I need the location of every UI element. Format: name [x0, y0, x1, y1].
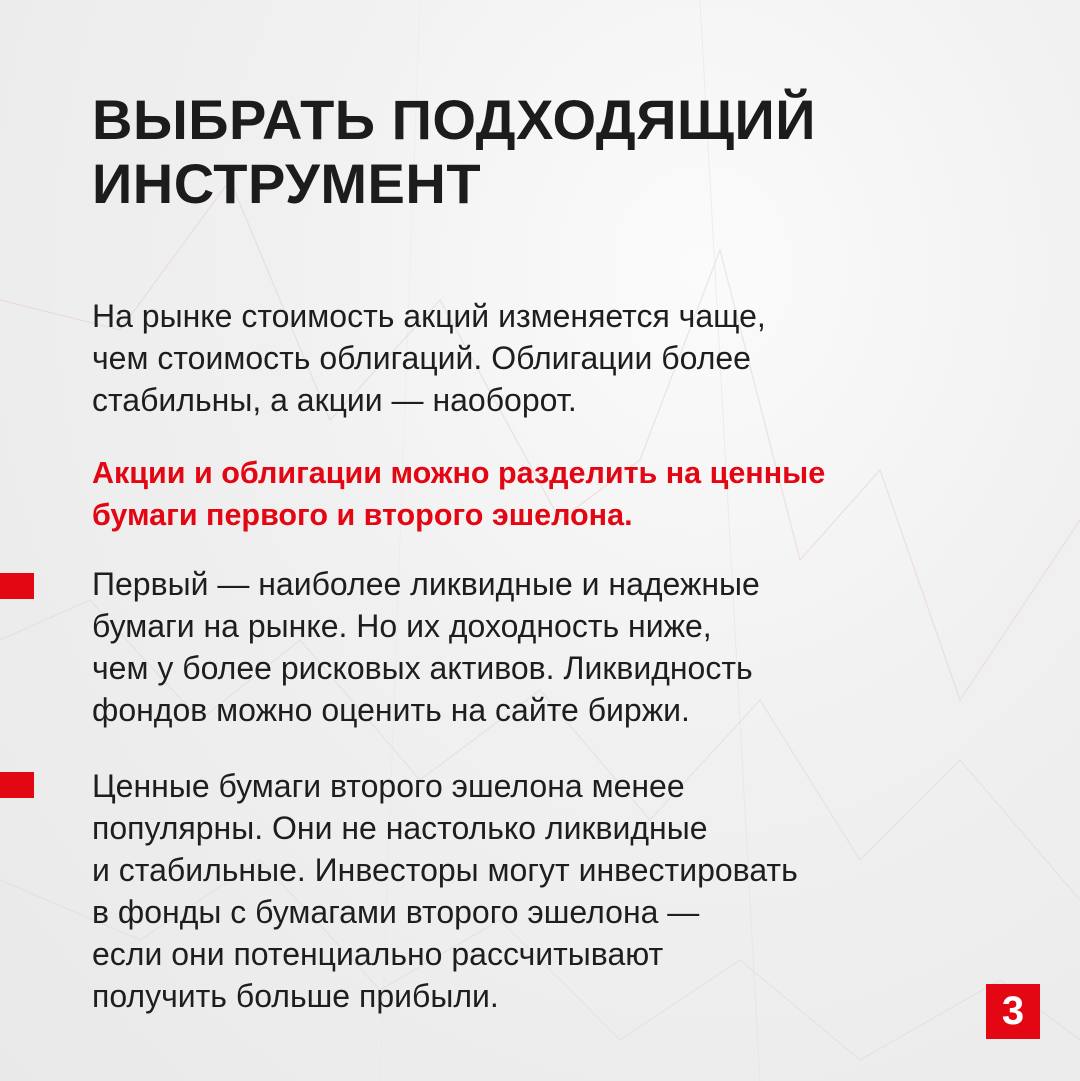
second-tier-bullet-marker — [0, 772, 34, 798]
intro-paragraph — [92, 295, 1032, 421]
title-line-1: ВЫБРАТЬ ПОДХОДЯЩИЙ — [92, 88, 817, 151]
second-tier-line: Ценные бумаги второго эшелона менее — [92, 768, 685, 804]
second-tier-line: в фонды с бумагами второго эшелона — — [92, 894, 700, 930]
first-tier-line: фондов можно оценить на сайте биржи. — [92, 692, 690, 728]
first-tier-line: Первый — наиболее ликвидные и надежные — [92, 566, 760, 602]
first-tier-line: чем у более рисковых активов. Ликвидность — [92, 650, 753, 686]
intro-line: чем стоимость облигаций. Облигации более — [92, 340, 751, 376]
second-tier-paragraph — [92, 765, 1032, 1017]
highlight-line: бумаги первого и второго эшелона. — [92, 498, 633, 532]
page-number-badge: 3 — [986, 984, 1040, 1039]
intro-line: На рынке стоимость акций изменяется чаще, — [92, 298, 766, 334]
page-title — [92, 88, 992, 216]
first-tier-line: бумаги на рынке. Но их доходность ниже, — [92, 608, 712, 644]
intro-line: стабильны, а акции — наоборот. — [92, 382, 577, 418]
title-line-2: ИНСТРУМЕНТ — [92, 152, 482, 215]
second-tier-line: получить больше прибыли. — [92, 978, 499, 1014]
first-tier-paragraph — [92, 563, 1032, 731]
highlight-line: Акции и облигации можно разделить на ценные — [92, 456, 826, 490]
highlight-paragraph — [92, 452, 1032, 536]
second-tier-line: популярны. Они не настолько ликвидные — [92, 810, 708, 846]
second-tier-line: если они потенциально рассчитывают — [92, 936, 664, 972]
first-tier-bullet-marker — [0, 573, 34, 599]
second-tier-line: и стабильные. Инвесторы могут инвестировать — [92, 852, 798, 888]
